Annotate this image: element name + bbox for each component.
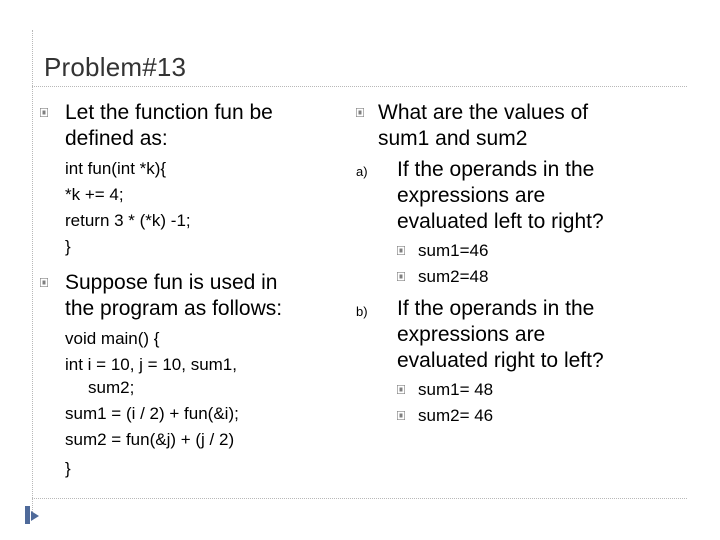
- square-bullet-icon: [397, 411, 405, 420]
- question-line1: What are the values of: [378, 101, 589, 124]
- code-line: }: [65, 459, 71, 478]
- footer-divider: [32, 498, 687, 499]
- square-bullet-icon: [40, 278, 48, 287]
- left-bullet1-line2: defined as:: [65, 127, 168, 150]
- answer-a-sum1: sum1=46: [418, 241, 489, 260]
- part-a-line3: evaluated left to right?: [397, 210, 604, 233]
- code-line: sum2 = fun(&j) + (j / 2): [65, 430, 235, 449]
- part-a-label: a): [356, 164, 368, 179]
- code-line: void main() {: [65, 329, 160, 348]
- code-line: sum2;: [88, 378, 135, 397]
- square-bullet-icon: [40, 108, 48, 117]
- part-a-line2: expressions are: [397, 184, 546, 207]
- part-b-label: b): [356, 304, 368, 319]
- code-line: *k += 4;: [65, 185, 124, 204]
- square-bullet-icon: [397, 385, 405, 394]
- code-line: }: [65, 237, 71, 256]
- square-bullet-icon: [356, 108, 364, 117]
- answer-a-sum2: sum2=48: [418, 267, 489, 286]
- part-b-line1: If the operands in the: [397, 297, 595, 320]
- part-b-line2: expressions are: [397, 323, 546, 346]
- code-line: int fun(int *k){: [65, 159, 167, 178]
- square-bullet-icon: [397, 272, 405, 281]
- code-line: sum1 = (i / 2) + fun(&i);: [65, 404, 239, 423]
- slide-title: Problem#13: [44, 52, 187, 82]
- part-a-line1: If the operands in the: [397, 158, 595, 181]
- part-b-line3: evaluated right to left?: [397, 349, 604, 372]
- question-line2: sum1 and sum2: [378, 127, 528, 150]
- left-bullet2-line1: Suppose fun is used in: [65, 271, 278, 294]
- left-guide-line: [32, 30, 33, 520]
- answer-b-sum1: sum1= 48: [418, 380, 494, 399]
- code-line: int i = 10, j = 10, sum1,: [65, 355, 237, 374]
- title-divider: [32, 86, 687, 87]
- slide-nav-icon[interactable]: [23, 505, 41, 530]
- left-bullet1-line1: Let the function fun be: [65, 101, 273, 124]
- left-bullet2-line2: the program as follows:: [65, 297, 283, 320]
- answer-b-sum2: sum2= 46: [418, 406, 494, 425]
- code-line: return 3 * (*k) -1;: [65, 211, 191, 230]
- square-bullet-icon: [397, 246, 405, 255]
